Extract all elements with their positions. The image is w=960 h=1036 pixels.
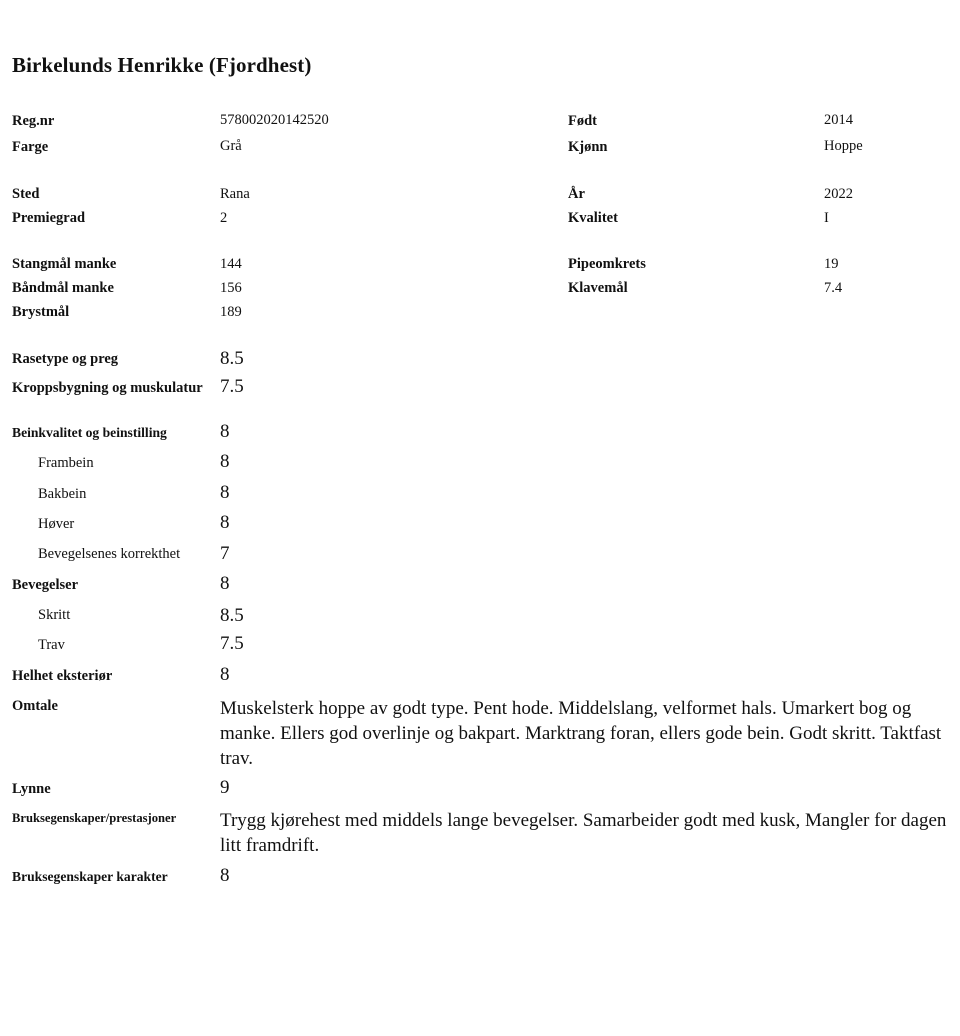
score-label-frambein: Frambein bbox=[38, 455, 94, 471]
field-label-premiegrad: Premiegrad bbox=[12, 210, 86, 226]
score-value-bevegelser: 8 bbox=[220, 573, 230, 594]
field-value-stangmal-manke: 144 bbox=[220, 256, 242, 272]
field-value-bruksegenskaper-prestasjoner: Trygg kjørehest med middels lange bevegelser. Samarbeider godt med kusk, Mangler for dagen litt framdrift. bbox=[220, 810, 947, 856]
score-value-beinkvalitet-og-beinstilling: 8 bbox=[220, 421, 230, 442]
field-value-brystmal: 189 bbox=[220, 304, 242, 320]
field-value-klavemal: 7.4 bbox=[824, 280, 843, 296]
score-value-bakbein: 8 bbox=[220, 482, 230, 503]
score-value-trav: 7.5 bbox=[220, 633, 244, 654]
field-value-ar: 2022 bbox=[824, 186, 853, 202]
score-label-hover: Høver bbox=[38, 516, 75, 532]
score-label-helhet-eksterior: Helhet eksteriør bbox=[12, 668, 113, 684]
score-value-rasetype-og-preg: 8.5 bbox=[220, 348, 244, 369]
score-value-frambein: 8 bbox=[220, 451, 230, 472]
field-label-klavemal: Klavemål bbox=[568, 280, 628, 296]
field-label-kjonn: Kjønn bbox=[568, 139, 608, 155]
field-label-bruksegenskaper-prestasjoner: Bruksegenskaper/prestasjoner bbox=[12, 811, 177, 825]
score-label-beinkvalitet-og-beinstilling: Beinkvalitet og beinstilling bbox=[12, 425, 167, 440]
field-label-brystmal: Brystmål bbox=[12, 304, 70, 320]
field-value-bandmal-manke: 156 bbox=[220, 280, 242, 296]
field-value-regnr: 578002020142520 bbox=[220, 112, 329, 128]
field-value-omtale: Muskelsterk hoppe av godt type. Pent hode. Middelslang, velformet hals. Umarkert bog og manke. Ellers god overlinje og bakpart. Marktrang foran, ellers gode bein. Godt skritt. Taktfast trav. bbox=[220, 698, 942, 769]
field-value-farge: Grå bbox=[220, 138, 242, 154]
score-value-helhet-eksterior: 8 bbox=[220, 664, 230, 685]
field-label-sted: Sted bbox=[12, 186, 40, 202]
field-value-bruksegenskaper-karakter: 8 bbox=[220, 865, 230, 886]
score-value-kroppsbygning-og-muskulatur: 7.5 bbox=[220, 376, 244, 397]
field-label-lynne: Lynne bbox=[12, 781, 51, 797]
field-label-fodt: Født bbox=[568, 113, 597, 129]
score-label-rasetype-og-preg: Rasetype og preg bbox=[12, 351, 119, 367]
score-label-trav: Trav bbox=[38, 637, 65, 653]
field-label-bandmal-manke: Båndmål manke bbox=[12, 280, 114, 296]
field-label-ar: År bbox=[568, 186, 585, 202]
field-value-kvalitet: I bbox=[824, 210, 829, 226]
field-label-stangmal-manke: Stangmål manke bbox=[12, 256, 117, 272]
field-value-fodt: 2014 bbox=[824, 112, 853, 128]
field-value-kjonn: Hoppe bbox=[824, 138, 863, 154]
score-value-hover: 8 bbox=[220, 512, 230, 533]
field-label-bruksegenskaper-karakter: Bruksegenskaper karakter bbox=[12, 869, 168, 884]
field-value-sted: Rana bbox=[220, 186, 250, 202]
field-value-lynne: 9 bbox=[220, 777, 230, 798]
score-label-bevegelsenes-korrekthet: Bevegelsenes korrekthet bbox=[38, 546, 181, 562]
score-label-kroppsbygning-og-muskulatur: Kroppsbygning og muskulatur bbox=[12, 380, 203, 396]
score-value-bevegelsenes-korrekthet: 7 bbox=[220, 543, 230, 564]
field-value-pipeomkrets: 19 bbox=[824, 256, 839, 272]
field-value-premiegrad: 2 bbox=[220, 210, 228, 226]
field-label-omtale: Omtale bbox=[12, 698, 58, 714]
field-label-pipeomkrets: Pipeomkrets bbox=[568, 256, 646, 272]
field-label-regnr: Reg.nr bbox=[12, 113, 55, 129]
score-label-bevegelser: Bevegelser bbox=[12, 577, 79, 593]
score-value-skritt: 8.5 bbox=[220, 605, 244, 626]
score-label-skritt: Skritt bbox=[38, 607, 71, 623]
page-title: Birkelunds Henrikke (Fjordhest) bbox=[12, 53, 312, 77]
field-label-kvalitet: Kvalitet bbox=[568, 210, 618, 226]
field-label-farge: Farge bbox=[12, 139, 49, 155]
score-label-bakbein: Bakbein bbox=[38, 486, 87, 502]
